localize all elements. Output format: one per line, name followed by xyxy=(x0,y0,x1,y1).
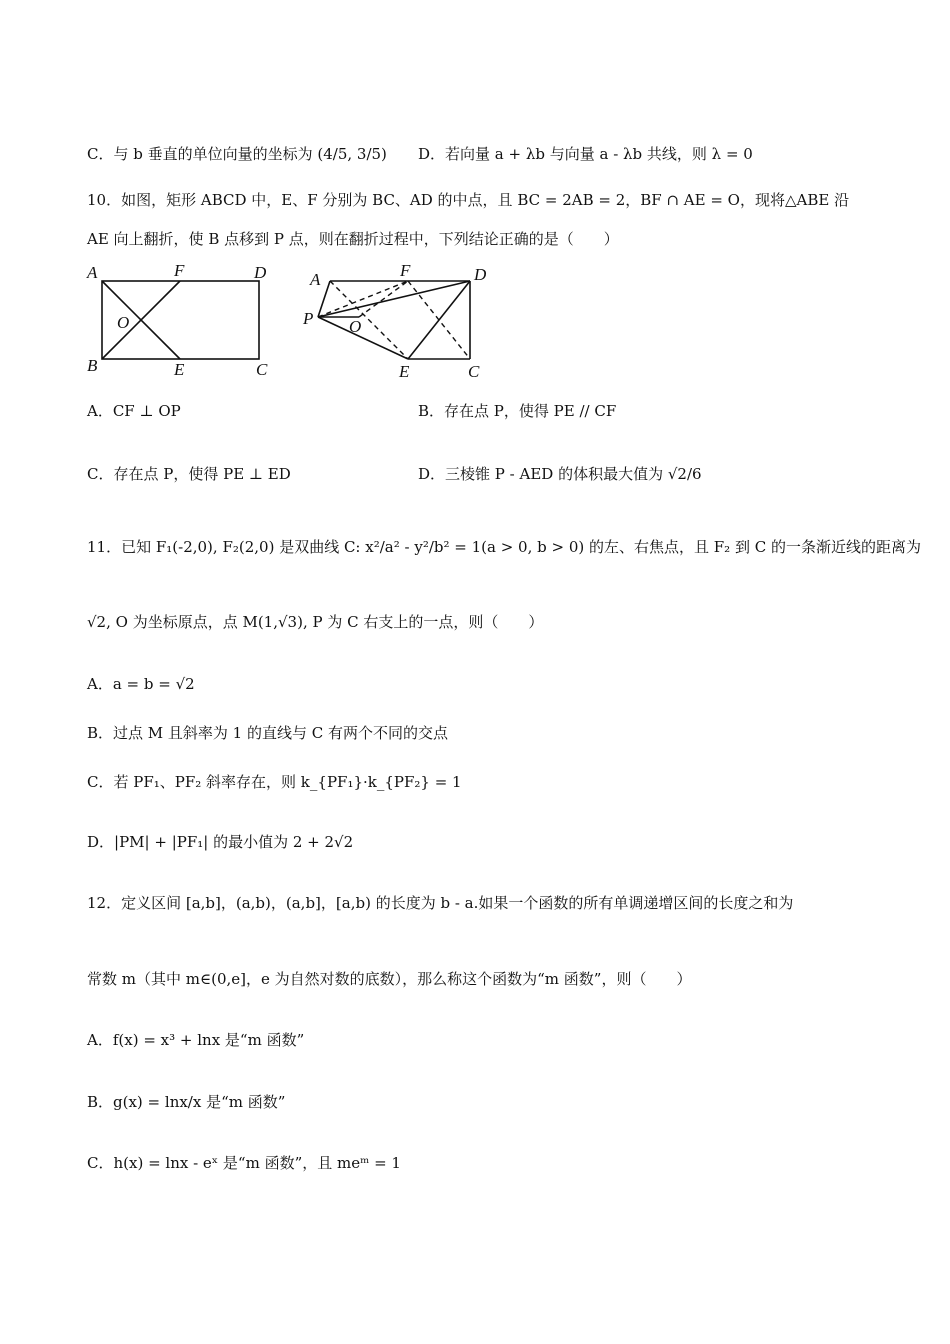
q10-option-a: A．CF ⊥ OP xyxy=(87,402,181,420)
q11-option-a: A．a = b = √2 xyxy=(87,675,195,693)
q12-option-c: C．h(x) = lnx - eˣ 是“m 函数”，且 meᵐ = 1 xyxy=(87,1154,401,1172)
label-p2: P xyxy=(303,309,314,328)
q11-option-c: C．若 PF₁、PF₂ 斜率存在，则 k_{PF₁}·k_{PF₂} = 1 xyxy=(87,773,462,791)
label-c2: C xyxy=(468,362,480,381)
q10-option-c: C．存在点 P，使得 PE ⊥ ED xyxy=(87,465,291,483)
q11-stem-line1: 11．已知 F₁(-2,0), F₂(2,0) 是双曲线 C: x²/a² - y²/b² = 1(a > 0, b > 0) 的左、右焦点，且 F₂ 到 C 的一条渐近线的距离为 xyxy=(87,538,921,556)
q12-stem-line2: 常数 m（其中 m∈(0,e]，e 为自然对数的底数），那么称这个函数为“m 函数”，则（ ） xyxy=(87,970,692,988)
q12-option-b: B．g(x) = lnx/x 是“m 函数” xyxy=(87,1093,286,1111)
q11-option-d: D．|PM| + |PF₁| 的最小值为 2 + 2√2 xyxy=(87,833,354,851)
q11-option-b: B．过点 M 且斜率为 1 的直线与 C 有两个不同的交点 xyxy=(87,724,449,742)
label-f2: F xyxy=(400,261,411,280)
q11-stem-line2: √2, O 为坐标原点，点 M(1,√3), P 为 C 右支上的一点，则（ ） xyxy=(87,613,544,631)
label-e: E xyxy=(174,360,185,379)
label-d2: D xyxy=(474,265,487,284)
label-a: A xyxy=(87,263,98,282)
q10-option-b: B．存在点 P，使得 PE // CF xyxy=(418,402,617,420)
label-a2: A xyxy=(310,270,321,289)
q10-figure-folded xyxy=(298,258,498,383)
label-d: D xyxy=(254,263,267,282)
label-e2: E xyxy=(399,362,410,381)
q10-stem-line2: AE 向上翻折，使 B 点移到 P 点，则在翻折过程中，下列结论正确的是（ ） xyxy=(87,230,619,248)
q10-option-d: D．三棱锥 P - AED 的体积最大值为 √2/6 xyxy=(418,465,702,483)
label-o2: O xyxy=(349,317,362,336)
q10-figure-rectangle xyxy=(80,258,280,383)
label-o: O xyxy=(117,313,130,332)
label-f: F xyxy=(174,261,185,280)
q10-stem-line1: 10．如图，矩形 ABCD 中，E、F 分别为 BC、AD 的中点，且 BC = 2AB = 2，BF ∩ AE = O，现将△ABE 沿 xyxy=(87,191,850,209)
q12-stem-line1: 12．定义区间 [a,b]，(a,b)，(a,b]，[a,b) 的长度为 b - a.如果一个函数的所有单调递增区间的长度之和为 xyxy=(87,894,794,912)
label-b: B xyxy=(87,356,98,375)
q12-option-a: A．f(x) = x³ + lnx 是“m 函数” xyxy=(87,1031,305,1049)
label-c: C xyxy=(256,360,268,379)
q9-option-d: D．若向量 a + λb 与向量 a - λb 共线，则 λ = 0 xyxy=(418,145,753,163)
q9-option-c: C．与 b 垂直的单位向量的坐标为 (4/5, 3/5) xyxy=(87,145,387,163)
